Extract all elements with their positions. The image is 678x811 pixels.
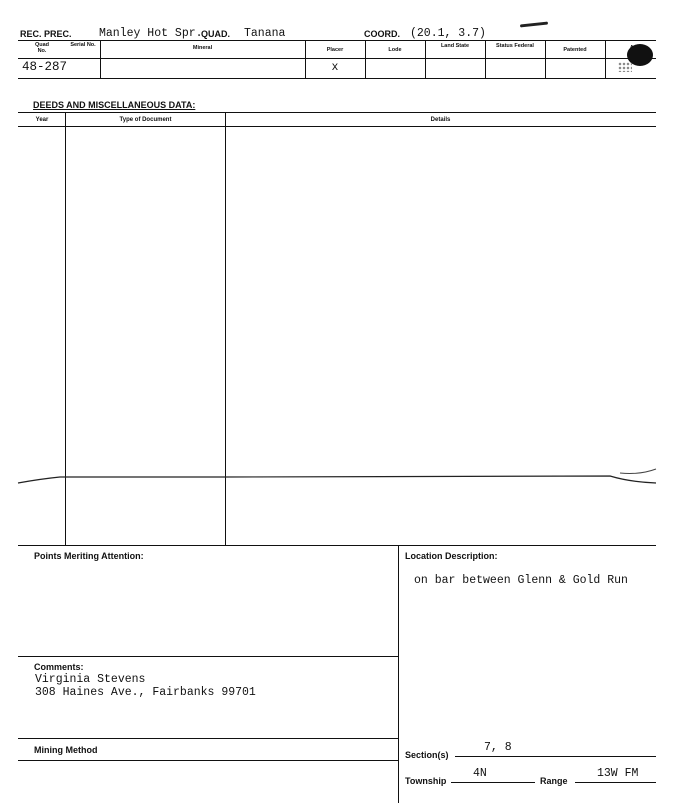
col-header-placer: Placer [326,47,344,53]
deeds-bottom-rule [18,545,656,546]
section-label: Section(s) [405,750,449,760]
location-label: Location Description: [405,551,498,561]
mining-method-label: Mining Method [34,745,98,755]
pen-mark [520,22,548,28]
section-value: 7, 8 [484,741,512,754]
range-value: 13W FM [597,767,639,780]
col-header-status-federal: Status Federal [496,43,534,49]
col-header-patented: Patented [563,47,587,53]
col-sep [485,40,486,78]
rec-prec-label: REC. PREC. [20,29,72,39]
points-bottom-rule [18,656,398,657]
page-fold-crease [0,465,678,495]
deeds-header-rule [18,126,656,127]
comments-line-1: Virginia Stevens [35,673,146,686]
col-sep [605,40,606,78]
top-table-top-rule [18,40,656,41]
col-header-lode: Lode [388,47,402,53]
quad-serial-value: 48-287 [22,60,68,74]
range-label: Range [540,776,568,786]
deeds-col-type: Type of Document [119,117,172,123]
speckle-mark [618,62,632,72]
rec-prec-value: Manley Hot Spr. [99,27,203,40]
township-label: Township [405,776,447,786]
comments-bottom-rule [18,738,398,739]
township-underline [451,768,535,783]
location-value: on bar between Glenn & Gold Run [414,574,628,587]
deeds-col-details: Details [430,117,451,123]
top-table-bottom-rule [18,78,656,79]
coord-value: (20.1, 3.7) [410,27,486,40]
deeds-top-rule [18,112,656,113]
placer-mark: x [331,61,339,74]
col-header-serial-no: Serial No. [70,42,96,48]
coord-label: COORD. [364,29,400,39]
col-sep [545,40,546,78]
deeds-title: DEEDS AND MISCELLANEOUS DATA: [33,100,196,110]
col-sep [425,40,426,78]
top-table-header-rule [18,58,656,59]
comments-line-2: 308 Haines Ave., Fairbanks 99701 [35,686,256,699]
mining-method-rule [18,760,398,761]
col-sep [365,40,366,78]
township-value: 4N [473,767,487,780]
quad-label: QUAD. [201,29,230,39]
col-header-land-state: Land State [440,43,470,49]
col-header-mineral: Mineral [192,45,213,51]
quad-value: Tanana [244,27,286,40]
lower-vertical-divider [398,545,399,803]
comments-label: Comments: [34,662,84,672]
col-header-quad-no: Quad No. [34,42,50,54]
deeds-col-year: Year [35,117,49,123]
points-meriting-label: Points Meriting Attention: [34,551,144,561]
